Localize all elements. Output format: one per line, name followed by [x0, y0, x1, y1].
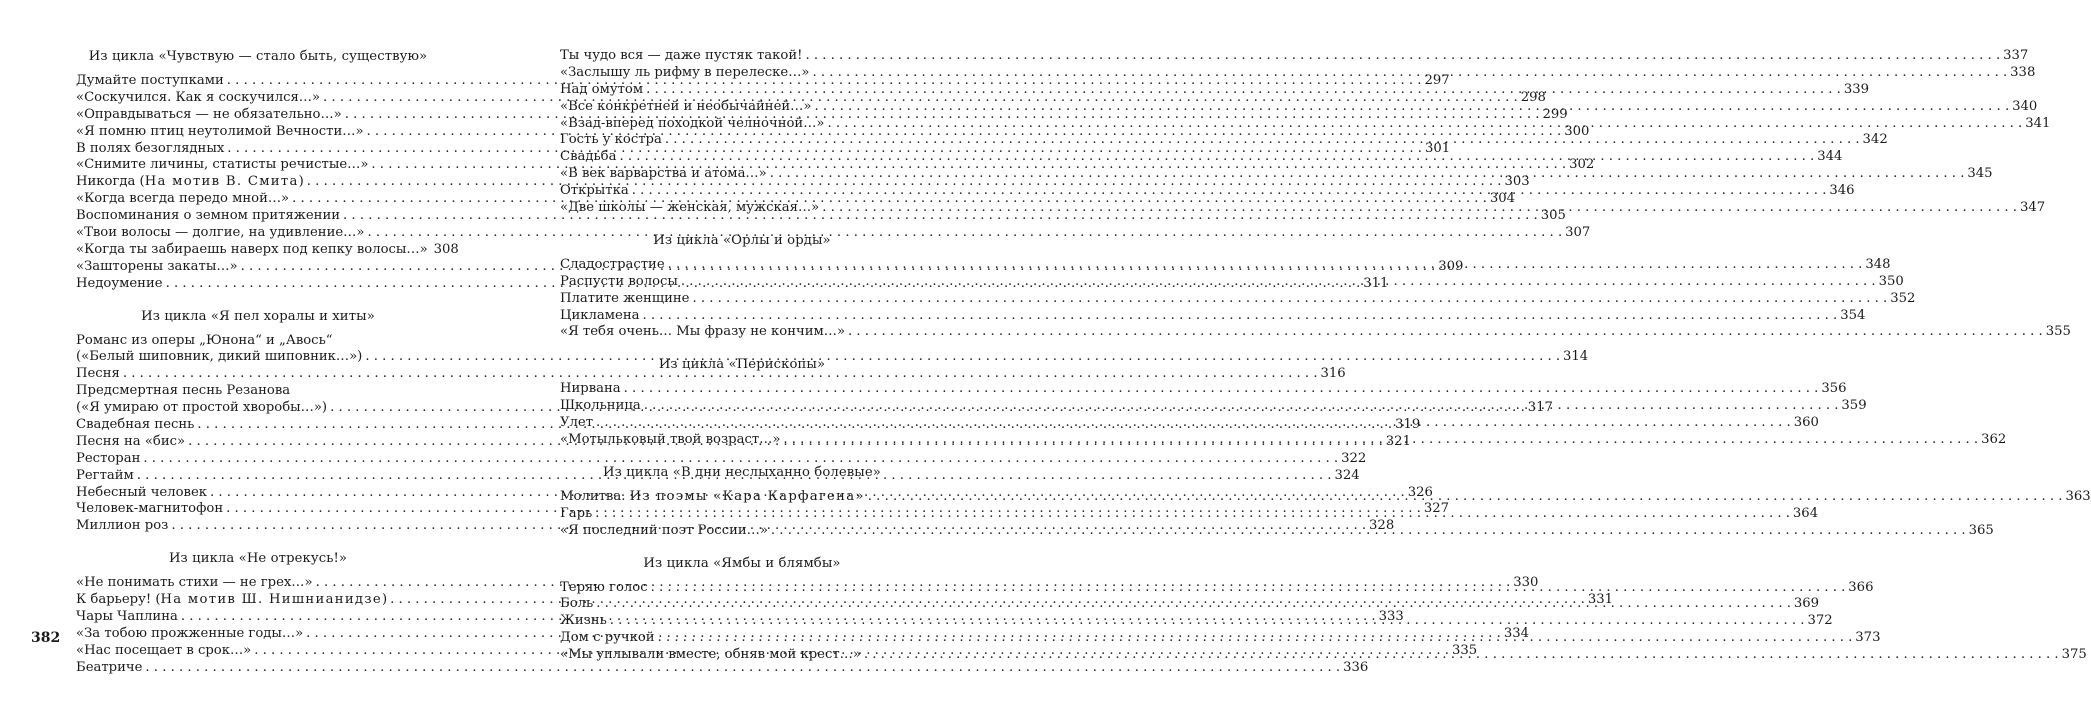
entry-title: [76, 107, 342, 124]
entry-page-number: 327: [1423, 501, 1450, 517]
toc-entry[interactable]: [560, 290, 1916, 308]
entry-page-number: 328: [1369, 518, 1395, 534]
entry-page-number: 365: [1968, 522, 1994, 538]
entry-title-text: «Мотыльковый твой возраст…»: [560, 432, 781, 448]
entry-page-number: 308: [433, 241, 459, 257]
entry-title-text: Человек-магнитофон: [76, 501, 224, 517]
entry-title: [560, 257, 665, 274]
entry-title-text: «Я тебя очень… Мы фразу не кончим…»: [560, 324, 846, 340]
entry-page-number: 303: [1504, 174, 1530, 190]
entry-title: [560, 149, 616, 166]
toc-entry[interactable]: [76, 450, 1367, 468]
entry-title: [76, 575, 313, 592]
section-title: Из цикла «Ямбы и блямбы»: [643, 555, 841, 571]
entry-title-text: Свадьба: [560, 149, 617, 165]
entry-page-number: 346: [1829, 183, 1855, 199]
dot-leader: [367, 225, 1562, 242]
entry-page-number: 333: [1378, 609, 1404, 625]
entry-page-number: 369: [1793, 596, 1820, 612]
entry-title-text: Ты чудо вся — даже пустяк такой!: [560, 48, 803, 63]
entry-title-line: Романс из оперы „Юнона“ и „Авось“: [76, 332, 333, 348]
entry-title-text: Гость у костра: [560, 132, 662, 148]
page-number: 382: [31, 630, 61, 646]
entry-title: [560, 432, 780, 449]
entry-title: [76, 124, 364, 141]
entry-title: [560, 613, 607, 630]
entry-title: [76, 501, 223, 518]
entry-page-number: 364: [1792, 505, 1819, 521]
dot-leader: [596, 596, 1791, 613]
section-title: Из цикла «Перископы»: [658, 357, 826, 373]
entry-page-number: 348: [1865, 256, 1891, 272]
dot-leader: [646, 82, 1841, 99]
entry-page-number: 299: [1542, 106, 1568, 122]
entry-title: [560, 489, 865, 506]
entry-title: [76, 417, 194, 434]
entry-page-number: 335: [1451, 642, 1478, 658]
entry-title: [560, 596, 593, 613]
entry-title-text: В полях безоглядных: [76, 140, 225, 156]
toc-entry[interactable]: [76, 241, 459, 259]
entry-title-text: «Заслышу ль рифму в перелеске…»: [560, 64, 810, 80]
toc-entry-row: [560, 324, 2071, 341]
entry-title-text: «Две школы — женская, мужская…»: [560, 200, 820, 216]
entry-title-text: Улет: [560, 415, 594, 431]
dot-leader: [658, 630, 1853, 647]
dot-leader: [632, 183, 1827, 200]
entry-title-line: Предсмертная песнь Резанова: [76, 383, 291, 399]
entry-title: [560, 274, 678, 291]
entry-title-text: Гарь: [560, 505, 593, 521]
entry-title-text: Ресторан: [76, 450, 141, 466]
entry-title-text: Песня: [76, 366, 120, 382]
entry-page-number: 354: [1840, 307, 1866, 323]
entry-title: [560, 65, 809, 82]
entry-note-close: ): [298, 174, 304, 190]
dot-leader: [610, 613, 1805, 630]
entry-title-text: Недоумение: [76, 275, 163, 291]
entry-title-text: Цикламена: [560, 307, 640, 323]
entry-title: [76, 73, 224, 90]
entry-page-number: 350: [1878, 273, 1904, 289]
entry-page-number: 366: [1848, 579, 1874, 595]
entry-title-text: Жизнь: [560, 613, 607, 629]
entry-page-number: 356: [1821, 381, 1847, 397]
entry-page-number: 300: [1564, 123, 1590, 139]
entry-title: [560, 580, 648, 597]
entry-page-number: 322: [1341, 450, 1367, 466]
entry-title-text: «Не понимать стихи — не грех…»: [76, 575, 313, 591]
entry-page-number: 372: [1807, 613, 1833, 629]
dot-leader: [619, 149, 1814, 166]
entry-title: [76, 592, 387, 609]
entry-page-number: 344: [1817, 149, 1843, 165]
entry-page-number: 309: [1438, 258, 1464, 274]
dot-leader: [596, 415, 1791, 432]
entry-title: [76, 225, 364, 242]
entry-title-text: «В век варварства и атома…»: [560, 166, 767, 182]
entry-title: [560, 506, 592, 523]
entry-page-number: 375: [2061, 647, 2087, 663]
toc-entry[interactable]: [76, 659, 1369, 677]
entry-title-text: Нирвана: [560, 381, 621, 397]
entry-title: [560, 415, 593, 432]
entry-title: [560, 132, 662, 149]
entry-page-number: 341: [2025, 115, 2051, 131]
entry-title-text: «Когда всегда передо мной…»: [76, 191, 290, 207]
entry-page-number: 297: [1424, 73, 1450, 88]
entry-title-text: «Оправдываться — не обязательно…»: [76, 106, 342, 122]
dot-leader: [868, 489, 2063, 506]
entry-title-text: Теряю голос: [560, 579, 648, 595]
entry-title: [76, 366, 120, 383]
entry-title-text: «Взад-вперед походкой челночной…»: [560, 115, 825, 131]
entry-title-text: Воспоминания о земном притяжении: [76, 208, 341, 224]
dot-leader: [805, 48, 2000, 65]
entry-note: Из поэмы «Кара Карфагена»: [629, 488, 865, 504]
entry-page-number: 363: [2065, 488, 2091, 504]
entry-title-text: Молитва.: [560, 488, 630, 504]
entry-page-number: 373: [1855, 630, 1881, 646]
section-title: Из цикла «Я пел хоралы и хиты»: [141, 308, 375, 324]
entry-page-number: 336: [1343, 659, 1369, 675]
toc-entry-row: [560, 48, 2029, 65]
toc-entry-row: [76, 241, 459, 259]
entry-title: [76, 242, 428, 259]
entry-title-text: «Снимите личины, статисты речистые…»: [76, 157, 369, 173]
entry-note: На мотив В. Смита: [144, 174, 299, 190]
entry-title-text: «Когда ты забираешь наверх под кепку волосы…»: [76, 241, 428, 257]
entry-page-number: 360: [1793, 415, 1819, 431]
entry-title: [76, 434, 185, 451]
entry-page-number: 317: [1527, 400, 1553, 416]
entry-title-text: Свадебная песнь: [76, 417, 195, 433]
entry-title-text: Чары Чаплина: [76, 609, 178, 625]
toc-entry[interactable]: [560, 324, 2071, 341]
entry-title-text: «Все конкретней и необычайней…»: [560, 98, 812, 114]
entry-title: [76, 518, 168, 535]
toc-entry-row: [76, 659, 1369, 677]
entry-title: [560, 183, 629, 200]
entry-title: [76, 468, 134, 485]
entry-title-text: «Нас посещает в срок…»: [76, 642, 252, 658]
entry-page-number: 298: [1520, 89, 1546, 105]
entry-title: [76, 451, 140, 468]
dot-leader: [668, 257, 1863, 274]
toc-entry-row: [560, 381, 1847, 398]
entry-title: [560, 398, 641, 415]
entry-title: [560, 630, 655, 647]
dot-leader: [365, 349, 1560, 366]
entry-page-number: 307: [1565, 225, 1591, 241]
entry-page-number: 339: [1843, 81, 1869, 97]
entry-title-text: («Белый шиповник, дикий шиповник…»): [76, 349, 363, 365]
entry-title-text: Платите женщине: [560, 290, 690, 306]
entry-title-text: Песня на «бис»: [76, 433, 186, 449]
entry-title: [560, 523, 768, 540]
entry-title: [560, 308, 640, 325]
toc-entry-row: [560, 307, 1866, 325]
entry-page-number: 345: [1967, 166, 1993, 182]
entry-page-number: 314: [1563, 349, 1589, 365]
entry-title-text: Распусти волосы: [560, 273, 678, 289]
dot-leader: [783, 432, 1978, 449]
entry-title: [560, 166, 767, 183]
entry-title: [560, 324, 845, 341]
toc-entry-row: [76, 366, 1346, 383]
dot-leader: [814, 99, 2009, 116]
entry-title: [76, 276, 163, 293]
entry-title: [76, 141, 224, 158]
entry-page-number: 359: [1841, 398, 1867, 414]
entry-page-number: 330: [1513, 575, 1539, 591]
entry-title: [560, 48, 802, 65]
entry-title: [560, 82, 643, 99]
entry-title: [560, 381, 621, 398]
entry-page-number: 301: [1424, 140, 1451, 156]
section-title: Из цикла «В дни неслыханно болевые»: [603, 464, 881, 480]
entry-page-number: 342: [1862, 132, 1888, 148]
entry-title: [76, 208, 340, 225]
toc-entry[interactable]: [76, 366, 1346, 383]
toc-entry[interactable]: [560, 381, 1847, 398]
entry-page-number: 316: [1320, 366, 1346, 382]
entry-title-text: «За тобою прожженные годы…»: [76, 625, 304, 641]
entry-page-number: 338: [2010, 64, 2036, 80]
entry-title: [76, 626, 303, 643]
entry-note: На мотив Ш. Нишнианидзе: [160, 592, 382, 608]
dot-leader: [864, 647, 2059, 664]
entry-title-text: Небесный человек: [76, 484, 208, 500]
entry-note-close: ): [381, 592, 388, 608]
entry-title-text: К барьеру! (: [76, 592, 161, 608]
entry-page-number: 340: [2012, 98, 2038, 114]
entry-page-number: 321: [1385, 433, 1411, 449]
entry-title: [76, 259, 238, 276]
entry-title-text: Регтайм: [76, 467, 134, 483]
section-title: Из цикла «Чувствую — стало быть, существую»: [88, 49, 428, 64]
dot-leader: [643, 308, 1838, 325]
entry-title-text: Школьница: [560, 398, 641, 414]
entry-title-text: Открытка: [560, 183, 629, 199]
dot-leader: [827, 116, 2022, 133]
entry-title-text: «Я помню птиц неутолимой Вечности…»: [76, 123, 364, 139]
entry-page-number: 347: [2019, 200, 2046, 216]
entry-title-text: («Я умираю от простой хворобы…»): [76, 400, 328, 416]
entry-page-number: 355: [2045, 324, 2071, 340]
entry-title: [560, 200, 819, 217]
entry-page-number: 324: [1334, 467, 1360, 483]
entry-title-text: «Твои волосы — долгие, на удивление…»: [76, 225, 365, 241]
entry-title-text: Сладострастие: [560, 256, 665, 272]
entry-page-number: 302: [1569, 157, 1595, 173]
entry-page-number: 337: [2003, 48, 2029, 63]
entry-title: [76, 400, 327, 417]
entry-title: [76, 485, 207, 502]
dot-leader: [822, 200, 2017, 217]
toc-entry[interactable]: [560, 307, 1866, 325]
entry-page-number: 352: [1890, 290, 1916, 306]
entry-title: [76, 90, 320, 107]
entry-title-text: «Я последний поэт России…»: [560, 522, 768, 538]
dot-leader: [681, 274, 1876, 291]
toc-entry[interactable]: [560, 48, 2029, 65]
entry-title: [76, 191, 289, 208]
entry-title-text: Дом с ручкой: [560, 630, 655, 646]
entry-title: [76, 660, 142, 677]
entry-title-text: «Соскучился. Как я соскучился…»: [76, 89, 321, 105]
entry-page-number: 311: [1363, 275, 1389, 291]
section-title: Из цикла «Орлы и орды»: [653, 232, 831, 248]
entry-title-text: Боль: [560, 596, 594, 612]
entry-title-text: Миллион роз: [76, 518, 169, 534]
entry-title-text: Над омутом: [560, 81, 644, 97]
entry-title-text: «Зашторены закаты…»: [76, 258, 238, 274]
entry-page-number: 362: [1981, 432, 2007, 448]
entry-title-text: Никогда (: [76, 174, 145, 190]
toc-entry-row: [560, 290, 1916, 308]
entry-title: [76, 609, 178, 626]
dot-leader: [812, 65, 2007, 82]
dot-leader: [770, 166, 1965, 183]
entry-page-number: 304: [1489, 191, 1515, 207]
dot-leader: [848, 324, 2043, 341]
dot-leader: [624, 381, 1819, 398]
dot-leader: [644, 398, 1839, 415]
entry-title: [76, 174, 304, 191]
dot-leader: [651, 580, 1846, 597]
dot-leader: [771, 523, 1966, 540]
entry-title: [560, 116, 824, 133]
entry-title: [560, 99, 811, 116]
entry-title: [560, 291, 690, 308]
toc-entry-row: [76, 450, 1367, 468]
entry-page-number: 305: [1540, 208, 1566, 224]
entry-title: [560, 647, 861, 664]
entry-title-text: Думайте поступками: [76, 73, 224, 88]
entry-title: [76, 643, 251, 660]
section-title: Из цикла «Не отрекусь!»: [168, 551, 348, 567]
dot-leader: [595, 506, 1790, 523]
entry-page-number: 331: [1587, 592, 1613, 608]
entry-page-number: 319: [1395, 417, 1421, 433]
dot-leader: [665, 132, 1860, 149]
entry-page-number: 326: [1407, 484, 1433, 500]
entry-title-text: «Мы уплывали вместе, обняв мой крест…»: [560, 647, 861, 663]
dot-leader: [693, 291, 1888, 308]
entry-title: [76, 157, 368, 174]
entry-page-number: 334: [1503, 625, 1530, 641]
entry-title-text: Беатриче: [76, 659, 143, 675]
entry-title: [76, 349, 362, 366]
